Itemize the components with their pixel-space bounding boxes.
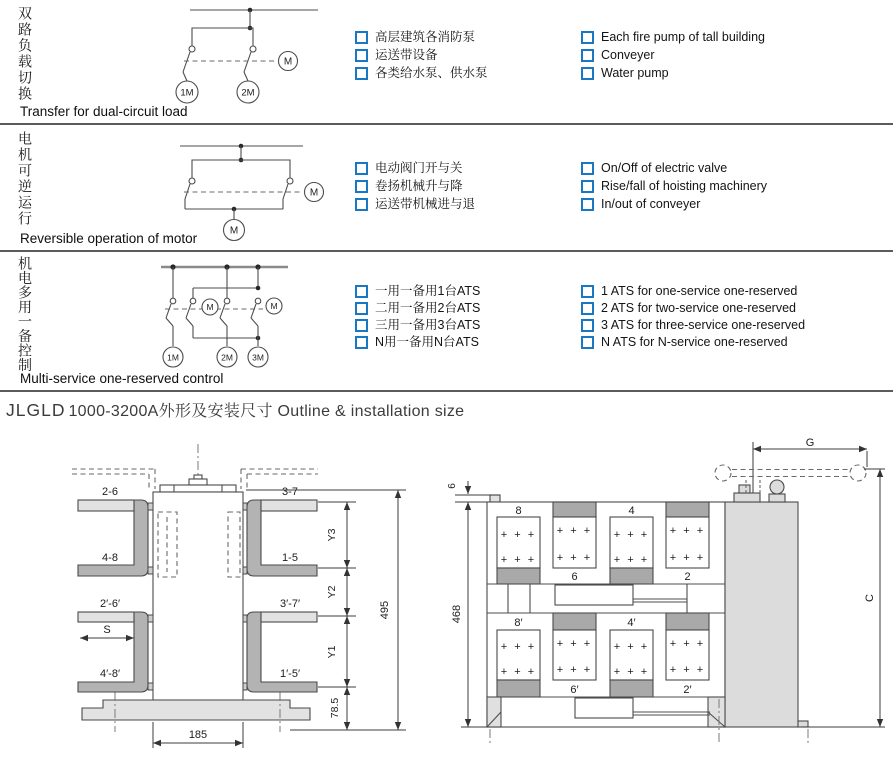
busbar-upper-left — [78, 500, 153, 576]
contact-plus-row: + + + — [556, 664, 593, 676]
pole-label-4: 4 — [628, 505, 635, 517]
dim-y3: Y3 — [326, 528, 338, 542]
list-item — [581, 31, 765, 44]
list-item-label: N用一备用N台ATS — [375, 335, 479, 349]
dim-s: S — [103, 624, 111, 636]
list-item — [355, 198, 475, 211]
dim-y1: Y1 — [326, 645, 338, 659]
contact-plus-row: + + + — [556, 525, 593, 537]
section-reversible-motor — [0, 125, 893, 252]
pole-label-2: 2 — [684, 571, 691, 583]
motor-label: M — [309, 187, 319, 199]
list-item-label: 2 ATS for two-service one-reserved — [601, 301, 796, 315]
checkbox-icon — [355, 180, 368, 193]
checkbox-icon — [581, 49, 594, 62]
list-item-label: 三用一备用3台ATS — [375, 318, 481, 332]
section-multi-service — [0, 252, 893, 392]
pole-label-4p: 4′ — [627, 617, 636, 629]
checkbox-icon — [355, 302, 368, 315]
motor-symbols — [176, 52, 298, 104]
dim-y2: Y2 — [326, 585, 338, 599]
circuit-wires — [183, 8, 318, 81]
contact-plus-row: + + + — [669, 552, 706, 564]
cn-application-list — [355, 162, 475, 211]
list-item — [581, 285, 805, 298]
checkbox-icon — [581, 285, 594, 298]
dim-185: 185 — [188, 729, 208, 741]
motor-3m-label: 3M — [252, 352, 264, 363]
list-item — [355, 302, 480, 315]
list-item-label: Each fire pump of tall building — [601, 30, 765, 44]
checkbox-icon — [355, 336, 368, 349]
list-item — [581, 49, 765, 62]
list-item-label: 运送带设备 — [375, 48, 438, 62]
section-vertical-title: 电机可逆运行 — [17, 131, 33, 227]
checkbox-icon — [581, 67, 594, 80]
pole-label-6: 6 — [571, 571, 578, 583]
contact-plus-row: + + + — [613, 529, 650, 541]
checkbox-icon — [581, 319, 594, 332]
motor-symbols — [163, 298, 282, 367]
list-item-label: N ATS for N-service one-reserved — [601, 335, 788, 349]
list-item — [581, 198, 767, 211]
checkbox-icon — [581, 31, 594, 44]
contact-plus-row: + + + — [500, 666, 537, 678]
outline-drawing-front-view — [443, 436, 893, 759]
terminal-label-3-7: 3-7 — [282, 486, 298, 498]
contact-plus-row: + + + — [669, 664, 706, 676]
checkbox-icon — [581, 180, 594, 193]
en-application-list — [581, 285, 805, 349]
outline-title — [6, 398, 464, 421]
cn-application-list — [355, 285, 480, 349]
list-item-label: 高层建筑各消防泵 — [375, 30, 476, 44]
motor-2m-label: 2M — [241, 87, 255, 99]
terminal-label-1-5: 1-5 — [282, 552, 298, 564]
section-dual-circuit — [0, 0, 893, 125]
circuit-diagram-reversible — [120, 133, 355, 245]
contact-plus-row: + + + — [500, 641, 537, 653]
list-item — [355, 31, 488, 44]
checkbox-icon — [355, 198, 368, 211]
list-item — [355, 319, 480, 332]
list-item — [581, 180, 767, 193]
checkbox-icon — [581, 198, 594, 211]
list-item-label: 卷扬机械升与降 — [375, 179, 463, 193]
contact-plus-row: + + + — [613, 554, 650, 566]
terminal-label-1p-5p: 1′-5′ — [279, 668, 301, 680]
motor-label: M — [229, 225, 239, 237]
list-item-label: 一用一备用1台ATS — [375, 284, 481, 298]
motor-label: M — [206, 302, 214, 312]
list-item — [355, 336, 480, 349]
handle-mechanism — [715, 442, 866, 502]
pole-label-2p: 2′ — [683, 684, 692, 696]
outline-title-text: 1000-3200A外形及安装尺寸 Outline & installation size — [68, 403, 465, 420]
outline-drawing-side-view — [22, 442, 432, 761]
motor-label: M — [270, 301, 278, 311]
checkbox-icon — [355, 285, 368, 298]
checkbox-icon — [355, 319, 368, 332]
list-item-label: 各类给水泵、供水泵 — [375, 66, 488, 80]
busbar-lower-right — [243, 612, 317, 692]
contact-plus-row: + + + — [669, 525, 706, 537]
model-code: JLGLD — [6, 400, 66, 420]
list-item-label: 3 ATS for three-service one-reserved — [601, 318, 806, 332]
list-item — [581, 302, 805, 315]
list-item — [581, 67, 765, 80]
list-item — [581, 162, 767, 175]
section-caption: Multi-service one-reserved control — [20, 371, 224, 386]
checkbox-icon — [581, 336, 594, 349]
motor-label: M — [283, 56, 293, 68]
circuit-diagram-dual-load — [120, 2, 355, 110]
checkbox-icon — [355, 31, 368, 44]
dim-c: C — [864, 594, 876, 602]
dim-6: 6 — [447, 483, 458, 489]
list-item-label: 1 ATS for one-service one-reserved — [601, 284, 798, 298]
motor-1m-label: 1M — [167, 352, 179, 363]
terminal-label-4-8: 4-8 — [102, 552, 118, 564]
list-item-label: In/out of conveyer — [601, 197, 701, 211]
list-item — [581, 336, 805, 349]
list-item-label: 二用一备用2台ATS — [375, 301, 481, 315]
en-application-list — [581, 162, 767, 211]
pole-label-8: 8 — [515, 505, 522, 517]
list-item — [355, 285, 480, 298]
list-item — [355, 49, 488, 62]
dim-78-5: 78.5 — [329, 697, 341, 719]
list-item — [355, 180, 475, 193]
checkbox-icon — [581, 162, 594, 175]
checkbox-icon — [581, 302, 594, 315]
list-item-label: Conveyer — [601, 48, 655, 62]
motor-2m-label: 2M — [221, 352, 233, 363]
checkbox-icon — [355, 67, 368, 80]
contact-plus-row: + + + — [500, 529, 537, 541]
pole-label-8p: 8′ — [514, 617, 523, 629]
circuit-diagram-multi-service — [133, 260, 388, 378]
dim-g: G — [805, 437, 815, 449]
list-item-label: On/Off of electric valve — [601, 161, 728, 175]
section-vertical-title: 机电多用一备控制 — [17, 256, 33, 372]
en-application-list — [581, 31, 765, 80]
terminal-label-2p-6p: 2′-6′ — [99, 598, 121, 610]
section-vertical-title: 双路负载切换 — [17, 6, 33, 102]
section-caption: Reversible operation of motor — [20, 231, 198, 246]
dim-468: 468 — [451, 604, 463, 624]
terminal-label-4p-8p: 4′-8′ — [99, 668, 121, 680]
terminal-label-2-6: 2-6 — [102, 486, 118, 498]
motor-1m-label: 1M — [180, 87, 194, 99]
contact-plus-row: + + + — [500, 554, 537, 566]
list-item — [355, 67, 488, 80]
contact-plus-row: + + + — [669, 638, 706, 650]
dim-495: 495 — [379, 600, 391, 620]
contact-plus-row: + + + — [556, 638, 593, 650]
list-item-label: Water pump — [601, 66, 669, 80]
cn-application-list — [355, 31, 488, 80]
busbar-lower-left — [78, 612, 153, 692]
section-caption: Transfer for dual-circuit load — [20, 104, 188, 119]
list-item-label: 电动阀门开与关 — [375, 161, 463, 175]
motor-symbols — [224, 183, 324, 241]
checkbox-icon — [355, 162, 368, 175]
circuit-wires — [180, 144, 303, 219]
busbar-upper-right — [243, 500, 317, 576]
checkbox-icon — [355, 49, 368, 62]
switch-body — [153, 444, 243, 700]
contact-plus-row: + + + — [556, 552, 593, 564]
list-item — [581, 319, 805, 332]
list-item-label: Rise/fall of hoisting machinery — [601, 179, 768, 193]
list-item-label: 运送带机械进与退 — [375, 197, 476, 211]
contact-plus-row: + + + — [613, 666, 650, 678]
pole-label-6p: 6′ — [570, 684, 579, 696]
contact-plus-row: + + + — [613, 641, 650, 653]
terminal-label-3p-7p: 3′-7′ — [279, 598, 301, 610]
list-item — [355, 162, 475, 175]
